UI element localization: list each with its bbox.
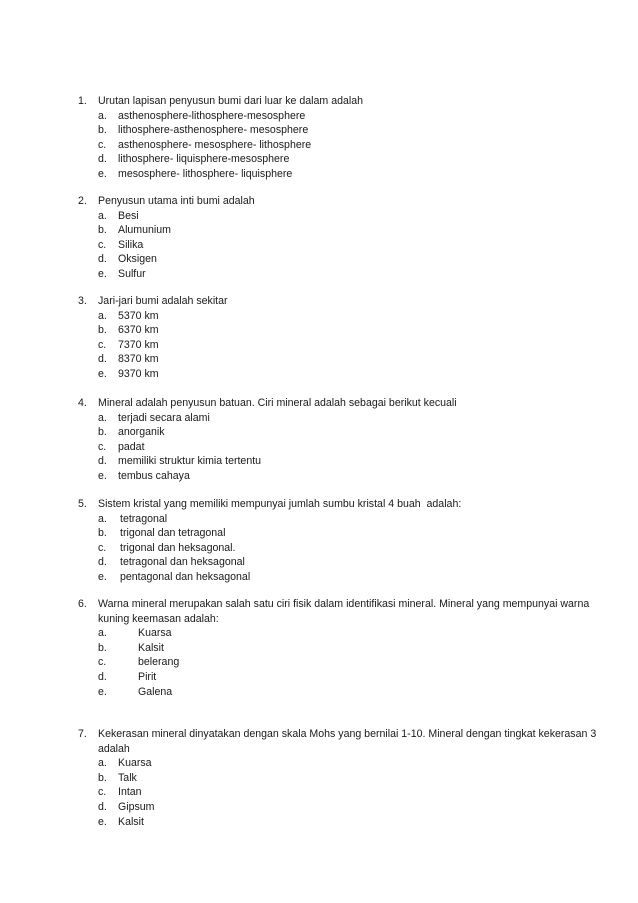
option-a — [98, 756, 598, 771]
option-text: Silika — [118, 238, 144, 251]
question-text: Urutan lapisan penyusun bumi dari luar ke dalam adalah — [98, 95, 364, 107]
option-letter: d. — [98, 556, 107, 569]
option-b — [98, 641, 598, 656]
option-text: Pirit — [138, 670, 157, 683]
question-text: Mineral adalah penyusun batuan. Ciri mineral adalah sebagai berikut kecuali — [98, 397, 457, 409]
option-text: 8370 km — [118, 353, 159, 366]
question-4 — [78, 396, 598, 484]
question-number: 5. — [78, 498, 87, 510]
option-text: 6370 km — [118, 324, 159, 337]
option-a — [98, 209, 598, 224]
option-b — [98, 771, 598, 786]
option-text: trigonal dan heksagonal. — [120, 541, 236, 554]
option-letter: a. — [98, 309, 107, 322]
option-text: tetragonal dan heksagonal — [120, 556, 245, 569]
options-list — [98, 512, 598, 585]
option-b — [98, 526, 598, 541]
option-text: terjadi secara alami — [118, 411, 210, 424]
question-6 — [78, 597, 598, 699]
question-number: 1. — [78, 95, 87, 107]
option-letter: c. — [98, 338, 107, 351]
options-list — [98, 626, 598, 699]
option-text: memiliki struktur kimia tertentu — [118, 455, 262, 468]
option-letter: d. — [98, 455, 107, 468]
option-text: Gipsum — [118, 800, 155, 813]
question-number: 4. — [78, 397, 87, 409]
option-text: Talk — [118, 771, 137, 784]
option-letter: d. — [98, 800, 107, 813]
option-text: Kuarsa — [118, 757, 152, 770]
option-letter: d. — [98, 353, 107, 366]
option-text: anorganik — [118, 426, 165, 439]
option-letter: e. — [98, 815, 107, 828]
option-text: Kalsit — [138, 641, 164, 654]
question-number: 6. — [78, 598, 87, 610]
option-text: Kalsit — [118, 815, 144, 828]
option-letter: e. — [98, 469, 107, 482]
option-letter: a. — [98, 209, 107, 222]
option-text: mesosphere- lithosphere- liquisphere — [118, 167, 293, 180]
option-d — [98, 252, 598, 267]
option-letter: a. — [98, 512, 107, 525]
question-text: Jari-jari bumi adalah sekitar — [98, 295, 228, 307]
option-text: lithosphere- liquisphere-mesosphere — [118, 153, 290, 166]
option-text: lithosphere-asthenosphere- mesosphere — [118, 124, 309, 137]
option-letter: c. — [98, 138, 107, 151]
option-e — [98, 267, 598, 282]
option-letter: c. — [98, 440, 107, 453]
option-letter: c. — [98, 656, 107, 669]
option-text: asthenosphere- mesosphere- lithosphere — [118, 138, 312, 151]
option-letter: e. — [98, 685, 107, 698]
option-a — [98, 512, 598, 527]
option-text: Intan — [118, 786, 142, 799]
question-number: 2. — [78, 195, 87, 207]
option-letter: b. — [98, 324, 107, 337]
option-text: pentagonal dan heksagonal — [120, 570, 251, 583]
option-text: padat — [118, 440, 145, 453]
option-letter: e. — [98, 570, 107, 583]
option-text: Galena — [138, 685, 173, 698]
option-letter: d. — [98, 253, 107, 266]
option-e — [98, 367, 598, 382]
option-a — [98, 411, 598, 426]
option-e — [98, 685, 598, 700]
option-text: Alumunium — [118, 224, 171, 237]
question-text: Warna mineral merupakan salah satu ciri fisik dalam identifikasi mineral. Mineral yang mempunyai warna kuning keemasan adalah: — [98, 598, 590, 625]
question-number: 3. — [78, 295, 87, 307]
option-e — [98, 167, 598, 182]
option-c — [98, 338, 598, 353]
option-b — [98, 223, 598, 238]
option-a — [98, 109, 598, 124]
option-b — [98, 323, 598, 338]
option-letter: e. — [98, 267, 107, 280]
option-text: Oksigen — [118, 253, 157, 266]
option-letter: c. — [98, 786, 107, 799]
option-text: Kuarsa — [138, 627, 172, 640]
option-d — [98, 800, 598, 815]
option-text: Besi — [118, 209, 139, 222]
option-text: tembus cahaya — [118, 469, 190, 482]
option-e — [98, 469, 598, 484]
option-letter: a. — [98, 757, 107, 770]
option-letter: c. — [98, 238, 107, 251]
option-letter: a. — [98, 627, 107, 640]
option-d — [98, 555, 598, 570]
option-letter: b. — [98, 224, 107, 237]
option-c — [98, 440, 598, 455]
option-letter: b. — [98, 527, 107, 540]
options-list — [98, 411, 598, 484]
question-7 — [78, 727, 598, 829]
question-1 — [78, 94, 598, 182]
option-a — [98, 309, 598, 324]
option-e — [98, 570, 598, 585]
option-letter: e. — [98, 367, 107, 380]
question-3 — [78, 294, 598, 382]
option-e — [98, 815, 598, 830]
option-d — [98, 152, 598, 167]
question-text: Sistem kristal yang memiliki mempunyai jumlah sumbu kristal 4 buah adalah: — [98, 498, 462, 510]
option-c — [98, 541, 598, 556]
option-text: 5370 km — [118, 309, 159, 322]
option-c — [98, 785, 598, 800]
option-a — [98, 626, 598, 641]
option-text: belerang — [138, 656, 180, 669]
option-text: trigonal dan tetragonal — [120, 527, 226, 540]
options-list — [98, 756, 598, 829]
option-letter: d. — [98, 670, 107, 683]
option-d — [98, 670, 598, 685]
question-text: Penyusun utama inti bumi adalah — [98, 195, 255, 207]
option-letter: a. — [98, 411, 107, 424]
option-letter: b. — [98, 641, 107, 654]
option-text: tetragonal — [120, 512, 168, 525]
question-2 — [78, 194, 598, 282]
option-d — [98, 352, 598, 367]
options-list — [98, 109, 598, 182]
option-letter: e. — [98, 167, 107, 180]
option-letter: a. — [98, 109, 107, 122]
option-letter: b. — [98, 124, 107, 137]
option-b — [98, 425, 598, 440]
options-list — [98, 209, 598, 282]
option-letter: d. — [98, 153, 107, 166]
option-text: 9370 km — [118, 367, 159, 380]
option-text: Sulfur — [118, 267, 146, 280]
question-number: 7. — [78, 728, 87, 740]
option-text: asthenosphere-lithosphere-mesosphere — [118, 109, 306, 122]
option-letter: b. — [98, 426, 107, 439]
question-5 — [78, 497, 598, 585]
option-b — [98, 123, 598, 138]
option-c — [98, 138, 598, 153]
option-text: 7370 km — [118, 338, 159, 351]
option-d — [98, 454, 598, 469]
option-letter: c. — [98, 541, 107, 554]
question-text: Kekerasan mineral dinyatakan dengan skala Mohs yang bernilai 1-10. Mineral dengan tingkat kekerasan 3 adalah — [98, 728, 597, 755]
option-c — [98, 655, 598, 670]
options-list — [98, 309, 598, 382]
option-c — [98, 238, 598, 253]
option-letter: b. — [98, 771, 107, 784]
